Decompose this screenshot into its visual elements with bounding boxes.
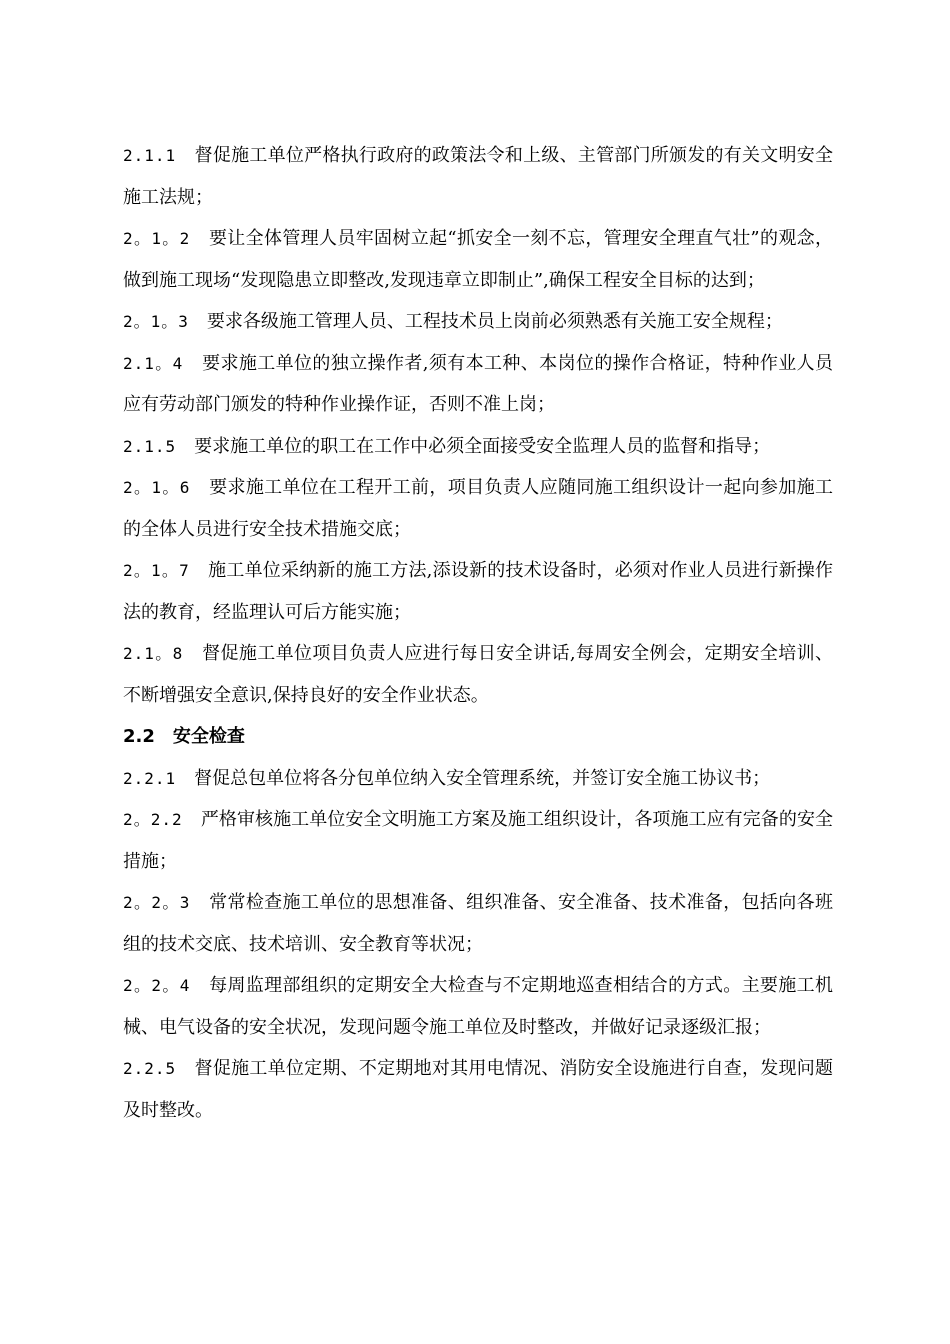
clause-text: 施工单位采纳新的施工方法,添设新的技术设备时，必须对作业人员进行新操作法的教育，经监理认可后方能实施； xyxy=(123,560,834,623)
clause-text: 严格审核施工单位安全文明施工方案及施工组织设计，各项施工应有完备的安全措施； xyxy=(123,809,834,872)
clause-text: 督促施工单位项目负责人应进行每日安全讲话,每周安全例会，定期安全培训、不断增强安全意识,保持良好的安全作业状态。 xyxy=(123,643,833,706)
clause-2-1-5 xyxy=(123,426,833,468)
clause-2-1-3 xyxy=(123,301,833,343)
clause-2-1-4 xyxy=(123,343,833,426)
clause-number: 2。1。3 xyxy=(123,312,189,331)
clause-number: 2。2。3 xyxy=(123,893,191,912)
clause-text: 督促施工单位严格执行政府的政策法令和上级、主管部门所颁发的有关文明安全施工法规； xyxy=(123,145,834,208)
clause-number: 2。1。2 xyxy=(123,229,191,248)
clause-text: 要求施工单位的独立操作者,须有本工种、本岗位的操作合格证，特种作业人员应有劳动部门颁发的特种作业操作证，否则不准上岗； xyxy=(123,352,833,415)
clause-number: 2.1。8 xyxy=(123,644,184,663)
clause-2-2-1 xyxy=(123,758,833,800)
clause-number: 2.2.1 xyxy=(123,768,177,788)
clause-number: 2。2.2 xyxy=(123,810,183,829)
clause-2-2-5 xyxy=(123,1048,833,1131)
clause-number: 2。1。6 xyxy=(123,478,191,497)
clause-2-2-2 xyxy=(123,799,833,882)
heading-text: 安全检查 xyxy=(172,726,245,747)
clause-2-1-7 xyxy=(123,550,833,633)
clause-2-2-4 xyxy=(123,965,833,1048)
section-heading-2-2 xyxy=(123,716,833,758)
clause-number: 2。1。7 xyxy=(123,561,190,580)
clause-number: 2.1.5 xyxy=(123,436,177,456)
clause-text: 要求施工单位的职工在工作中必须全面接受安全监理人员的监督和指导； xyxy=(194,435,771,457)
clause-2-2-3 xyxy=(123,882,833,965)
clause-text: 督促施工单位定期、不定期地对其用电情况、消防安全设施进行自查，发现问题及时整改。 xyxy=(123,1058,834,1121)
clause-text: 要求施工单位在工程开工前，项目负责人应随同施工组织设计一起向参加施工的全体人员进行安全技术措施交底； xyxy=(123,477,834,540)
clause-text: 每周监理部组织的定期安全大检查与不定期地巡查相结合的方式。主要施工机械、电气设备的安全状况，发现问题令施工单位及时整改，并做好记录逐级汇报； xyxy=(123,975,834,1038)
clause-number: 2.2.5 xyxy=(123,1059,177,1078)
clause-2-1-6 xyxy=(123,467,833,550)
clause-text: 要让全体管理人员牢固树立起“抓安全一刻不忘，管理安全理直气壮”的观念，做到施工现场“发现隐患立即整改,发现违章立即制止”,确保工程安全目标的达到； xyxy=(123,228,834,291)
document-body xyxy=(123,135,833,1131)
clause-2-1-2 xyxy=(123,218,833,301)
heading-number: 2.2 xyxy=(123,726,155,747)
clause-number: 2。2。4 xyxy=(123,976,191,995)
clause-number: 2.1。4 xyxy=(123,353,184,373)
clause-2-1-8 xyxy=(123,633,833,716)
clause-text: 督促总包单位将各分包单位纳入安全管理系统，并签订安全施工协议书； xyxy=(194,767,771,789)
clause-text: 常常检查施工单位的思想准备、组织准备、安全准备、技术准备，包括向各班组的技术交底、技术培训、安全教育等状况； xyxy=(123,892,834,955)
clause-text: 要求各级施工管理人员、工程技术员上岗前必须熟悉有关施工安全规程； xyxy=(206,311,783,332)
clause-number: 2.1.1 xyxy=(123,146,177,165)
clause-2-1-1 xyxy=(123,135,833,218)
